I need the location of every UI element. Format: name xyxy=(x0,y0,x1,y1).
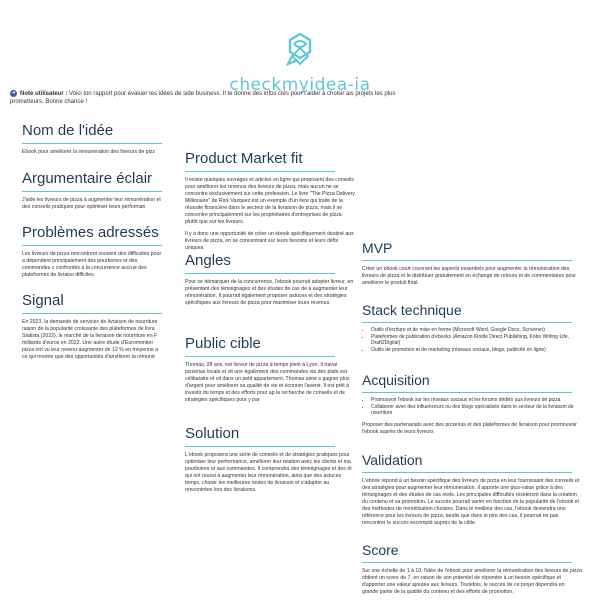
logo xyxy=(0,30,600,98)
divider xyxy=(22,245,162,246)
section-title: Validation xyxy=(362,452,423,468)
list-item: • Promouvoir l'ebook sur les réseaux sociaux et les forums dédiés aux livreurs de pizza xyxy=(371,397,582,404)
list-item: • Collaborer avec des influenceurs ou des blogs spécialisés dans le secteur de la livraison de nourriture xyxy=(371,404,582,417)
section-title: Acquisition xyxy=(362,372,430,388)
note-text: Voici ton rapport pour évaluer tes idées de side business. Il te donne des infos clés pour t'aider à choisir ais projets les plus prometteurs. Bonne chance ! xyxy=(10,91,396,106)
divider xyxy=(185,356,335,357)
section-text: Les livreurs de pizza rencontrent souvent des difficultés pour a dépendent principalement des pourboires et des commandes c confrontés à la concurrence accrue des plateformes de livraiso difficiles. xyxy=(22,251,162,278)
section-text-2: Il y a donc une opportunité de créer un ebook spécifiquement destiné aux livreurs de pizza, en se concentrant sur leurs besoins et leurs défis uniques. xyxy=(185,231,354,251)
section-score xyxy=(362,542,582,596)
section-title: Stack technique xyxy=(362,302,462,318)
section-text: Sur une échelle de 1 à 10, l'idée de l'ebook pour améliorer la rémunération des livreurs de pizza obtient un score de 7, en raison de son potentiel de répondre à un besoin spécifique et d'apporter une valeur ajoutée aux livreurs. Toutefois, le succès de ce projet dépendra en grande partie de la qualité du contenu et des efforts de promotion. xyxy=(362,568,582,595)
right-column xyxy=(362,240,582,600)
acquisition-list xyxy=(362,397,582,417)
section-nom xyxy=(22,122,162,156)
section-text: L'ebook proposera une série de conseils et de stratégies pratiques pour optimiser leur performance, améliorer leur relation avec les clients et ma pourboires et aux commandes. Il comprendra des témoignages et des ét qui ont réussi à augmenter leur rémunération, ainsi que des astuces temps, choisir les meilleures routes de livraison et s'adapter au rencontrées lors des livraisons. xyxy=(185,452,352,493)
section-title: Nom de l'idée xyxy=(22,122,114,139)
section-problemes xyxy=(22,224,162,279)
section-text: L'ebook répond à un besoin spécifique des livreurs de pizza en leur fournissant des conseils et des stratégies pour augmenter leur rémunération. Il apporte une plus-value grâce à des témoignages et des études de cas réels. Les principales difficultés résideront dans la création du contenu et sa promotion. Le succès pourrait varier en fonction de la popularité de l'ebook et des méthodes de monétisation choisies. Dans le meilleur des cas, l'ebook deviendra une référence pour les livreurs de pizza, tandis que dans le pire des cas, il pourrait ne pas rencontrer le succès escompté auprès de la cible. xyxy=(362,478,580,526)
logo-text: checkmyidea-ia xyxy=(229,75,371,95)
list-item: • Outils d'écriture et de mise en forme (Microsoft Word, Google Docs, Scrivener) xyxy=(371,327,582,334)
user-note xyxy=(10,90,430,106)
section-product-market-fit xyxy=(185,150,355,252)
section-text: J'aide les livreurs de pizza à augmenter leur rémunération et des conseils pratiques pour optimiser leurs performan xyxy=(22,197,161,210)
brain-chat-icon xyxy=(280,30,320,70)
section-mvp xyxy=(362,240,582,287)
divider xyxy=(185,171,335,172)
divider xyxy=(22,313,162,314)
section-public-cible xyxy=(185,335,355,404)
middle-column xyxy=(185,150,355,530)
list-item: • Plateformes de publication d'ebooks (Amazon Kindle Direct Publishing, Kobo Writing Life, Draft2Digital) xyxy=(371,334,582,347)
divider xyxy=(362,322,572,323)
section-solution xyxy=(185,425,355,494)
section-text: En 2023, la demande de services de livraison de nourriture raison de la popularité croissante des plateformes de livra Statista (2022), le marché de la livraison de nourriture en F milliards d'euros en 2022. Une autre étude d'Euromonitor pizza ont vu leur revenu augmenter de 12 % en moyenne a ce qui montre que des opportunités d'améliorer la rémuné xyxy=(22,319,159,360)
section-stack-technique xyxy=(362,302,582,353)
divider xyxy=(185,273,335,274)
section-text: Pour se démarquer de la concurrence, l'ebook pourrait adopter livreur, en présentant des témoignages et des études de cas de à augmenter leur rémunération. Il pourrait également proposer astuces et des stratégies spécifiques aux livreurs de pizza pour maximiser leurs revenus. xyxy=(185,279,354,306)
section-title: Angles xyxy=(185,252,231,269)
section-text: Thomas, 28 ans, est livreur de pizza à temps plein à Lyon. Il travai pizzerias locale et vit une également des commandes via des plate est célibataire et vit dans un petit appartement. Thomas aime s gagner plus d'argent pour améliorer sa qualité de vie et économ l'avenir. Il est prêt à investir du temps et des efforts pour ap la recherche de conseils et de stratégies spécifiques pour y par xyxy=(185,362,350,403)
divider xyxy=(22,191,162,192)
divider xyxy=(362,392,572,393)
section-signal xyxy=(22,292,162,361)
section-title: Argumentaire éclair xyxy=(22,170,153,187)
left-column xyxy=(22,122,162,372)
note-label: Note utilisateur : xyxy=(20,91,68,98)
section-title: Score xyxy=(362,542,399,558)
section-text: Il existe quelques ouvrages et articles en ligne qui proposent des conseils pour améliorer les revenus des livreurs de pizza, mais aucun ne se concentre exclusivement sur cette profession. Le livre "The Pizza Delivery Millionaire" de Rick Vazquez est un exemple d'un livre qui traite de la réussite financière dans le secteur de la livraison de pizza, mais il se concentre principalement sur les propriétaires d'entreprises de pizza plutôt que sur les livreurs. xyxy=(185,177,355,225)
arrow-right-icon: ➜ xyxy=(11,90,16,96)
section-text: Créer un ebook court couvrant les aspects essentiels pour augmenter la rémunération des livreurs de pizza et le distribuer gratuitement en échange de retours et de commentaires pour améliorer le produit final. xyxy=(362,266,576,286)
section-angles xyxy=(185,252,355,307)
list-item: • Outils de promotion et de marketing (réseaux sociaux, blogs, publicité en ligne) xyxy=(371,347,582,354)
section-title: MVP xyxy=(362,240,393,256)
divider xyxy=(22,143,162,144)
divider xyxy=(362,562,572,563)
divider xyxy=(362,260,572,261)
section-title: Product Market fit xyxy=(185,150,303,167)
stack-list xyxy=(362,327,582,353)
section-text: Ebook pour améliorer la rémunération des livreurs de pizz xyxy=(22,149,155,155)
section-title: Solution xyxy=(185,425,240,442)
divider xyxy=(362,472,572,473)
section-title: Public cible xyxy=(185,335,261,352)
section-argumentaire xyxy=(22,170,162,211)
section-acquisition xyxy=(362,372,582,436)
section-title: Problèmes adressés xyxy=(22,224,159,241)
section-text: Proposer des partenariats avec des pizzerias et des plateformes de livraison pour promouvoir l'ebook auprès de leurs livreurs xyxy=(362,421,577,435)
divider xyxy=(185,446,335,447)
section-title: Signal xyxy=(22,292,64,309)
section-validation xyxy=(362,452,582,527)
